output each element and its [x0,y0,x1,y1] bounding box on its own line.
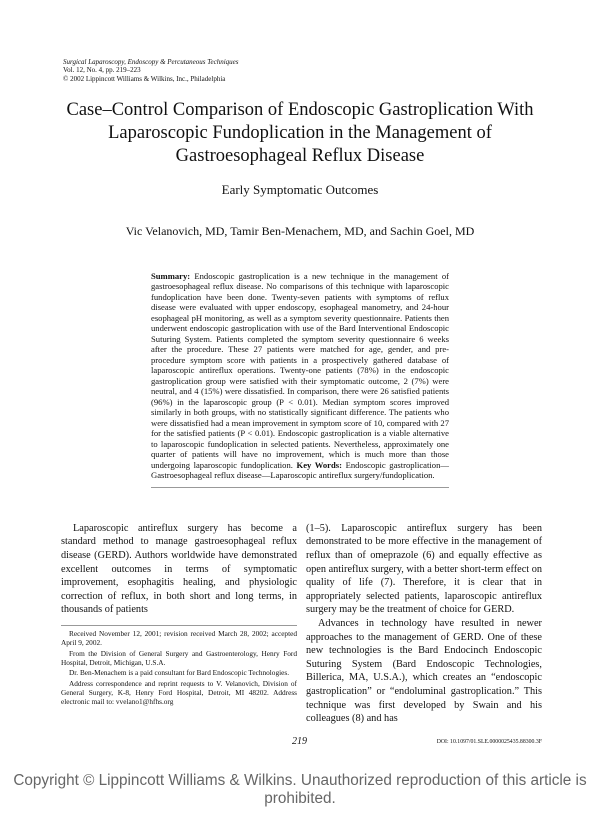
abstract-label: Summary: [151,270,191,281]
keywords: Endoscopic gastroplication—Gastroesophageal reflux disease—Laparoscopic antireflux surgery/fundoplication. [151,459,449,481]
footnote: Received November 12, 2001; revision received March 28, 2002; accepted April 9, 2002. [61,629,297,648]
footnote: Dr. Ben-Menachem is a paid consultant for Bard Endoscopic Technologies. [69,668,290,678]
footnotes [61,629,297,706]
page-footer [61,736,542,750]
doi: DOI: 10.1097/01.SLE.0000025435.88300.3F [436,738,542,745]
abstract-divider [151,487,449,488]
abstract-text: Endoscopic gastroplication is a new technique in the management of gastroesophageal reflux disease. No comparisons of this technique with laparoscopic fundoplication have been done. Twenty-seven patients with symptoms of reflux disease were evaluated with upper endoscopy, esophageal manometry, and 24-hour esophageal pH monitoring, as well as a symptom severity questionnaire. Patients then underwent endoscopic gastroplication with use of the Bard Interventional Endoscopic Suturing System. Patients completed the symptom severity questionnaire 6 weeks after the procedure. These 27 patients were matched for age, gender, and pre-procedure symptom score with patients in a prospectively gathered database of laparoscopic antireflux operations. Twenty-one patients (78%) in the endoscopic gastroplication group were satisfied with their symptomatic outcome, 2 (7%) were neutral, and 4 (15%) were dissatisfied. In comparison, there were 26 satisfied patients (96%) in the laparoscopic group (P < 0.01). Median symptom scores improved similarly in both groups, with no statistically significant difference. The patients who were dissatisfied had a mean improvement in symptom score of 10, compared with 27 for the satisfied patients (P < 0.01). Endoscopic gastroplication is a viable alternative to laparoscopic fundoplication in selected patients. Nevertheless, approximately one quarter of patients will have no improvement, which is much more than those undergoing laparoscopic fundoplication. [151,270,449,470]
keywords-label: Key Words: [296,459,342,470]
body-columns [61,522,542,726]
abstract [151,271,449,481]
right-column [306,522,542,726]
journal-name: Surgical Laparoscopy, Endoscopy & Percutaneous Techniques [63,58,239,66]
footnote-divider [61,625,297,626]
left-column [61,522,297,708]
copyright-notice: Copyright © Lippincott Williams & Wilkins. Unauthorized reproduction of this article is prohibited. [13,771,587,807]
authors: Vic Velanovich, MD, Tamir Ben-Menachem, MD, and Sachin Goel, MD [125,223,475,238]
article-subtitle: Early Symptomatic Outcomes [221,181,379,197]
article-title: Case–Control Comparison of Endoscopic Gastroplication With Laparoscopic Fundoplication in the Management of Gastroesophageal Reflux Disease [66,99,534,166]
footnote: From the Division of General Surgery and Gastroenterology, Henry Ford Hospital, Detroit, Michigan, U.S.A. [61,648,297,667]
journal-header [63,58,600,83]
body-paragraph: (1–5). Laparoscopic antireflux surgery has been demonstrated to be more effective in the management of reflux than of omeprazole (6) and equally effective as open antireflux surgery, with a better short-term effect on quality of life (7). Therefore, it is clear that in appropriately selected patients, laparoscopic antireflux surgery may be the treatment of choice for GERD. [306,522,542,616]
body-paragraph: Advances in technology have resulted in newer approaches to the management of GERD. One of these new technologies is the Bard Endocinch Endoscopic Suturing System (Bard Endoscopic Technologies, Billerica, MA, U.S.A.), which creates an “endoscopic gastroplication” or “endoluminal gastroplication.” This technique was first developed by Swain and his colleagues (8) and has [306,618,542,725]
journal-volume: Vol. 12, No. 4, pp. 219–223 [63,66,141,75]
journal-copyright: © 2002 Lippincott Williams & Wilkins, Inc., Philadelphia [63,74,226,83]
body-paragraph: Laparoscopic antireflux surgery has become a standard method to manage gastroesophageal reflux disease (GERD). Authors worldwide have demonstrated excellent outcomes in terms of symptomatic improvement, esophagitis healing, and physiologic correction of reflux, in both short and long terms, in thousands of patients [61,522,297,616]
page-number: 219 [292,735,307,747]
footnote: Address correspondence and reprint requests to V. Velanovich, Division of General Surgery, K-8, Henry Ford Hospital, Detroit, MI 48202. Address electronic mail to: vvelano1@hfhs.org [61,678,297,707]
